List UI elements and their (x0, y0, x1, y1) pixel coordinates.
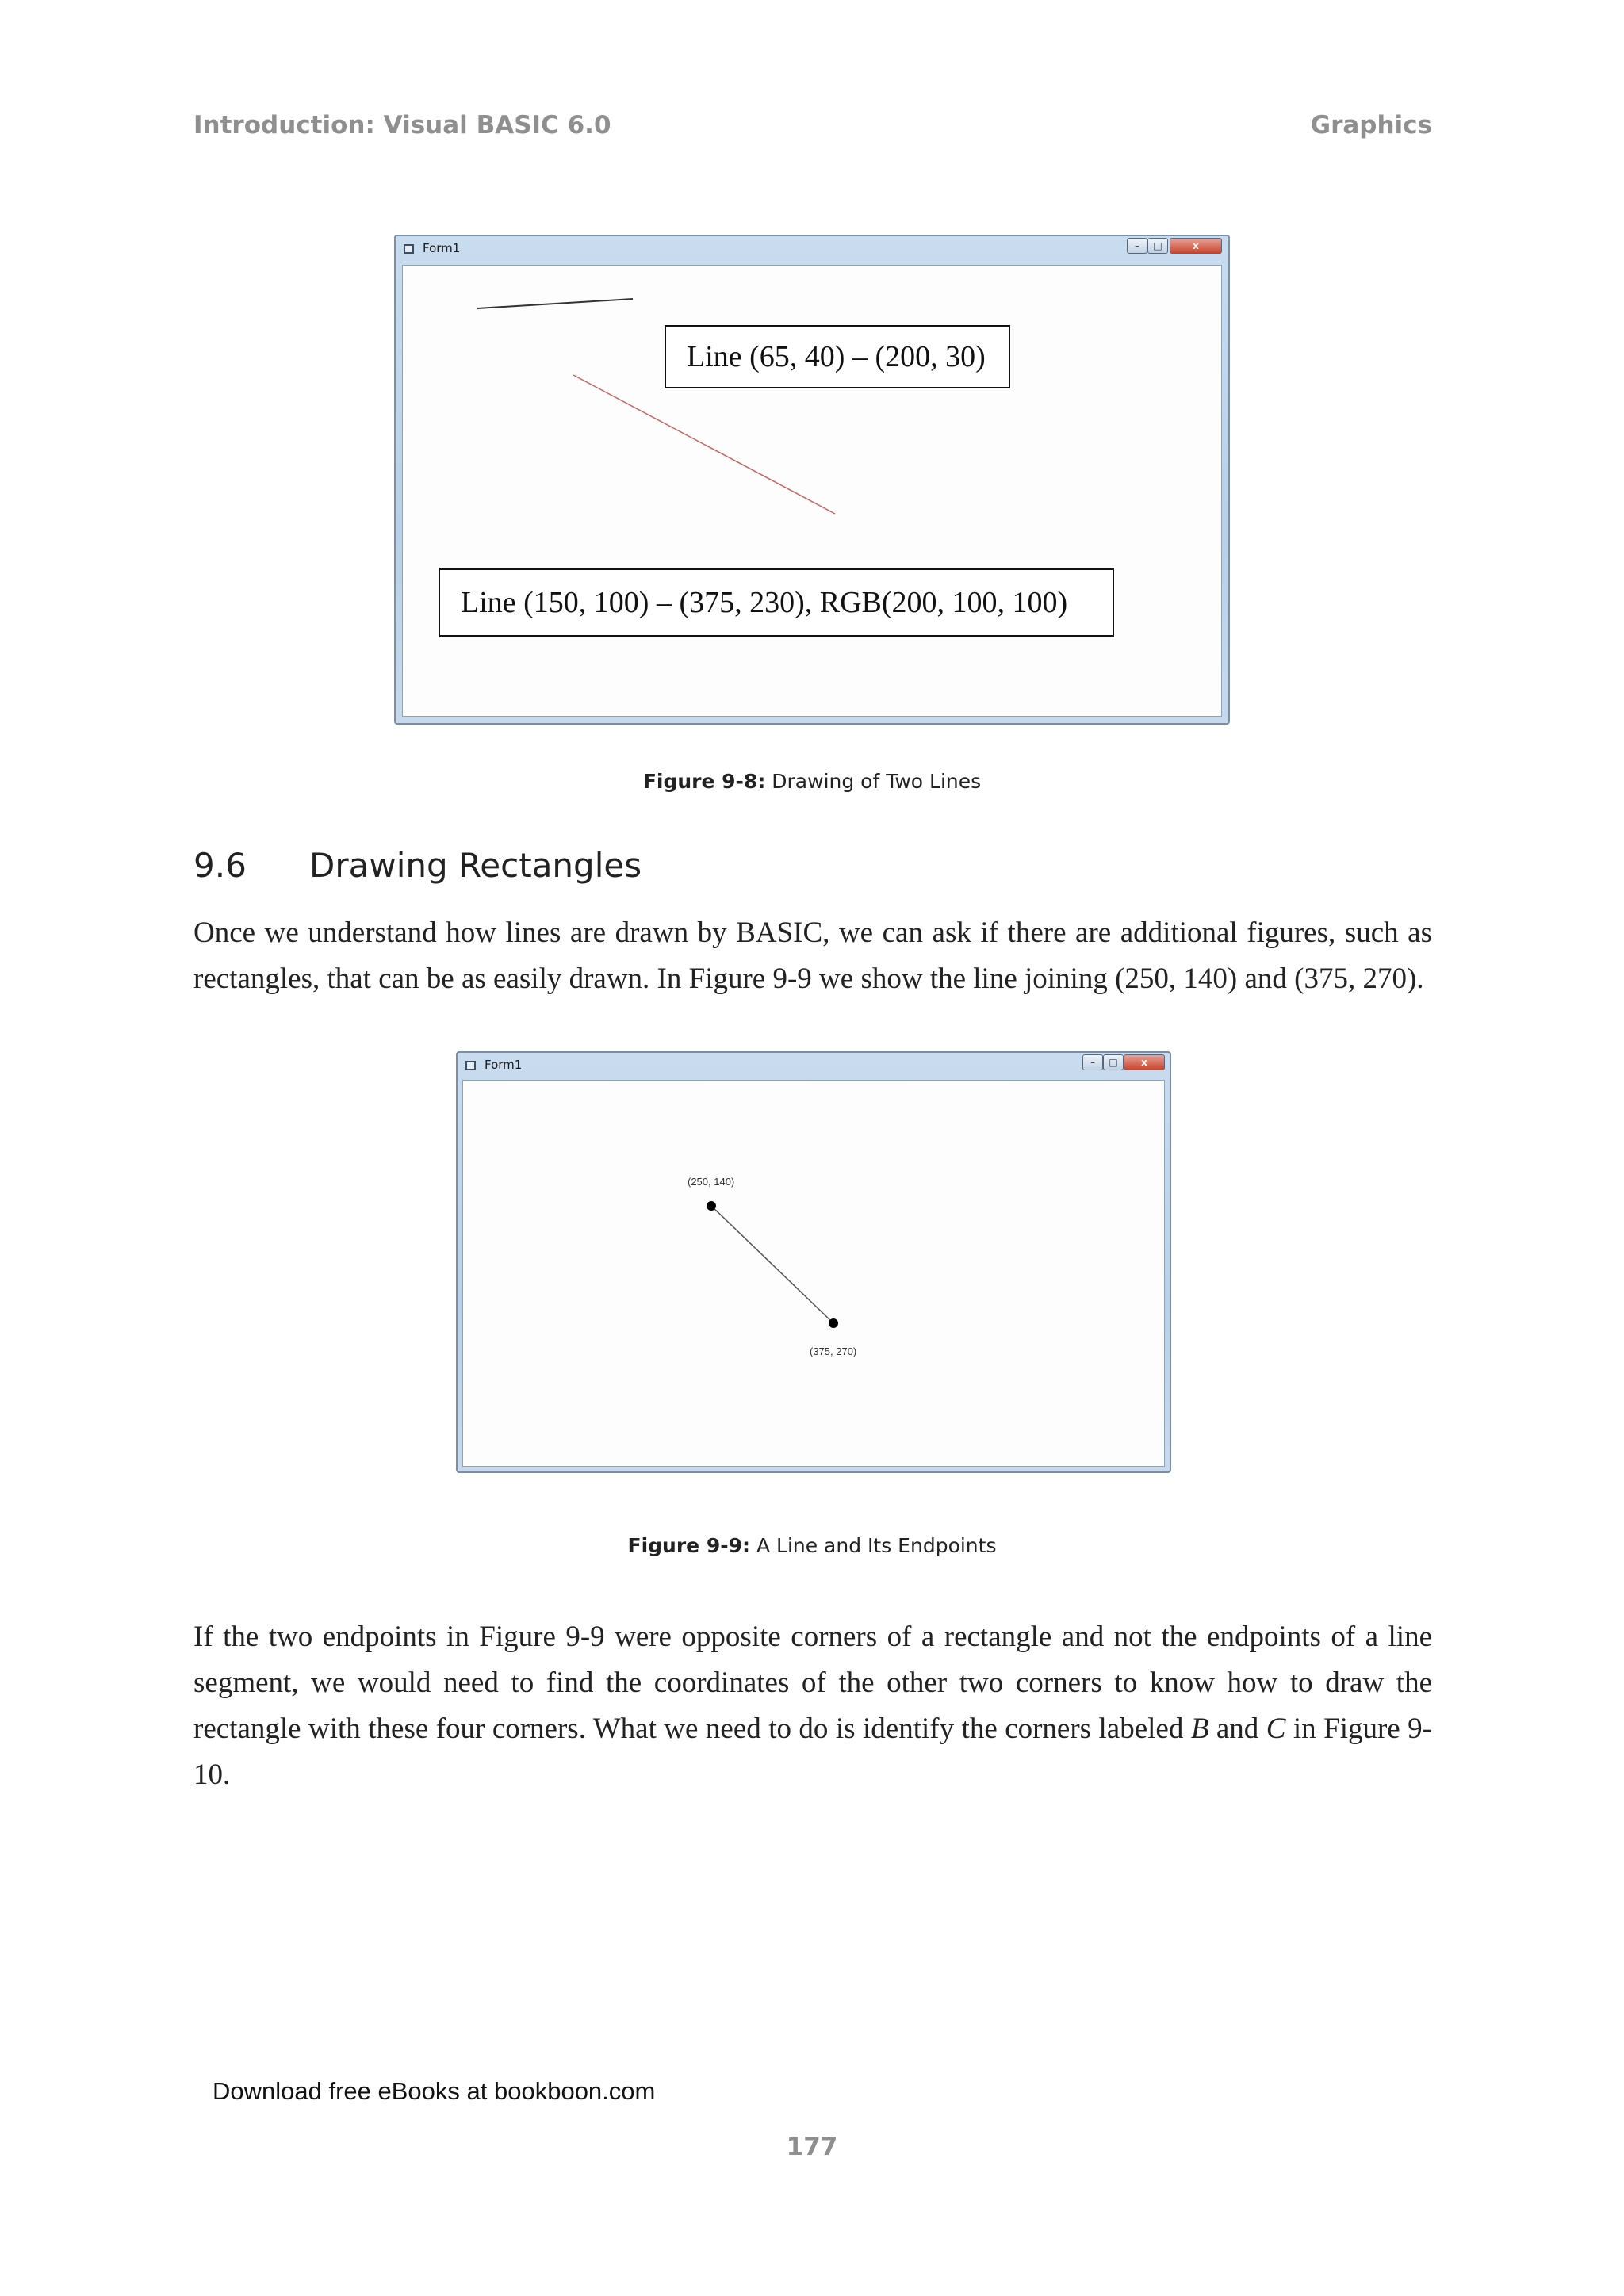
corner-c-label: C (1266, 1712, 1286, 1745)
running-header-right: Graphics (1310, 111, 1432, 140)
section-title: Drawing Rectangles (309, 846, 642, 885)
close-button[interactable]: x (1124, 1054, 1165, 1070)
figure-9-9-caption (0, 1534, 1624, 1557)
endpoint-b-label: (375, 270) (810, 1345, 857, 1357)
corner-b-label: B (1190, 1712, 1209, 1745)
running-header-left: Introduction: Visual BASIC 6.0 (193, 111, 611, 140)
caption-text: A Line and Its Endpoints (750, 1534, 997, 1557)
maximize-button[interactable]: □ (1103, 1054, 1124, 1070)
caption-label: Figure 9-9: (627, 1534, 751, 1557)
drawing-canvas (463, 1081, 1167, 1469)
close-button[interactable]: x (1170, 238, 1222, 254)
endpoint-a-label: (250, 140) (688, 1176, 735, 1188)
page-number: 177 (786, 2133, 838, 2161)
window-title: Form1 (423, 241, 461, 255)
line-250-140-to-375-270 (711, 1206, 833, 1323)
figure-9-8-window (394, 235, 1230, 725)
endpoint-a-dot (707, 1201, 716, 1211)
paragraph-text: and (1208, 1712, 1266, 1745)
form-client-area (402, 265, 1222, 717)
figure-9-8-caption (0, 770, 1624, 793)
window-title: Form1 (485, 1058, 523, 1072)
window-titlebar (458, 1053, 1170, 1078)
form-client-area (462, 1080, 1165, 1467)
callout-line-2-text: Line (150, 100) – (375, 230), RGB(200, 100, 100) (461, 586, 1068, 619)
line-150-100-to-375-230 (573, 375, 835, 514)
callout-line-1-text: Line (65, 40) – (200, 30) (687, 340, 986, 373)
maximize-button[interactable]: □ (1147, 238, 1168, 254)
figure-9-9-window (456, 1051, 1171, 1473)
paragraph-text: If the two endpoints in Figure 9-9 were opposite corners of a rectangle and not the endpoints of a line segment, we would need to find the coordinates of the other two corners to know how to draw the rectangle with these four corners. What we need to do is identify the corners labeled (193, 1621, 1432, 1745)
section-number: 9.6 (193, 846, 247, 885)
minimize-button[interactable]: – (1082, 1054, 1103, 1070)
paragraph-text: in Figure 9-10. (193, 1712, 1432, 1791)
caption-label: Figure 9-8: (642, 770, 766, 793)
callout-line-2 (439, 568, 1114, 637)
body-paragraph-2 (193, 1614, 1432, 1798)
window-titlebar (396, 236, 1228, 262)
form-icon (465, 1061, 476, 1070)
caption-text: Drawing of Two Lines (765, 770, 982, 793)
callout-line-1 (665, 325, 1010, 388)
form-icon (404, 244, 414, 254)
body-paragraph-1: Once we understand how lines are drawn by BASIC, we can ask if there are additional figures, such as rectangles, that can be as easily drawn. In Figure 9-9 we show the line joining (250, 140) and (375, 270). (193, 916, 1432, 995)
download-ebooks-link[interactable]: Download free eBooks at bookboon.com (213, 2077, 656, 2105)
line-65-40-to-200-30 (477, 299, 633, 308)
endpoint-b-dot (829, 1318, 838, 1328)
minimize-button[interactable]: – (1127, 238, 1147, 254)
